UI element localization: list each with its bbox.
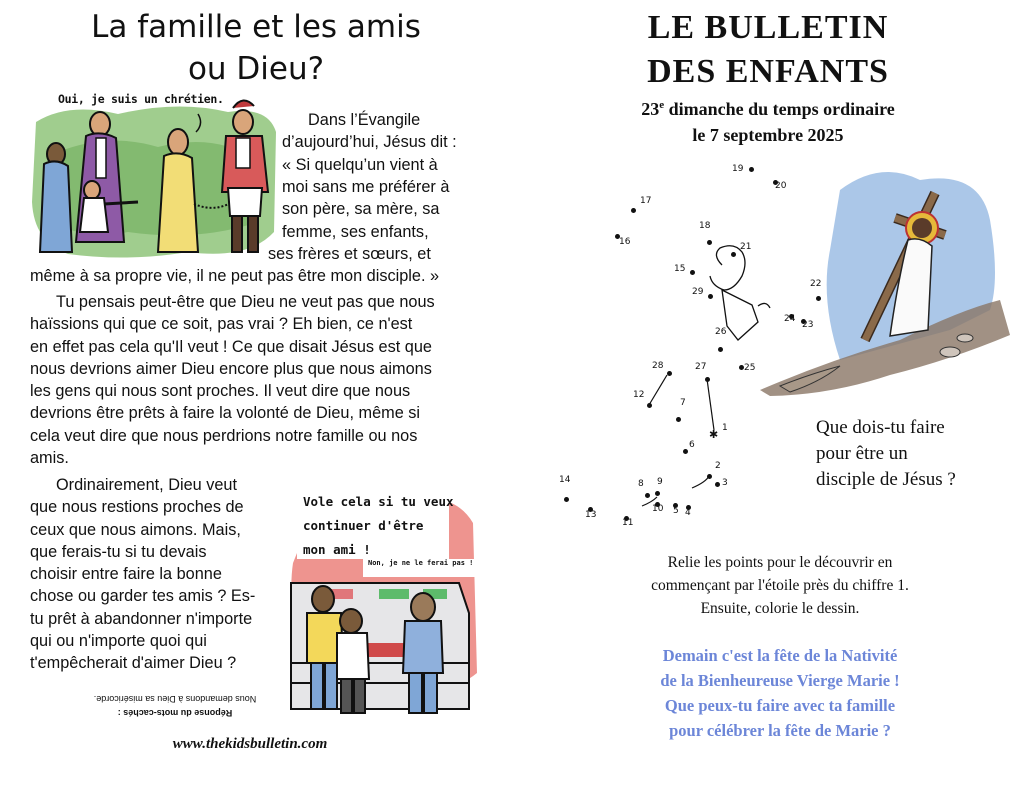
gospel-line: même à sa propre vie, il ne peut pas être mon disciple. » xyxy=(30,267,440,285)
title-line-2: DES ENFANTS xyxy=(647,53,889,90)
paragraph-line: tu prêt à abandonner n'importe xyxy=(30,609,253,628)
paragraph-line: en effet pas cela qu'Il veut ! Ce que disait Jésus est que xyxy=(30,337,432,356)
dot-point xyxy=(707,474,712,479)
paragraph-reflection xyxy=(30,291,500,469)
nativity-of-mary-note xyxy=(590,643,970,743)
dot-point xyxy=(715,482,720,487)
gospel-line: moi sans me préférer à xyxy=(282,178,450,196)
dot-point xyxy=(645,493,650,498)
dot-number-label: 11 xyxy=(622,518,634,528)
dot-number-label: 24 xyxy=(784,314,796,324)
instruction-line: commençant par l'étoile près du chiffre 1. xyxy=(651,577,909,594)
discipleship-question xyxy=(816,415,1016,493)
article-title xyxy=(0,6,512,90)
dot-number-label: 15 xyxy=(674,264,686,274)
dot-number-label: 22 xyxy=(810,279,822,289)
marie-line: pour célébrer la fête de Marie ? xyxy=(669,721,891,740)
paragraph-line: que nous restions proches de xyxy=(30,498,244,517)
bubble-line: Vole cela si tu veux xyxy=(303,494,454,509)
dot-point xyxy=(564,497,569,502)
sunday-suffix: e xyxy=(659,99,665,111)
dot-number-label: 28 xyxy=(652,361,664,371)
puzzle-instructions xyxy=(590,551,970,620)
dot-number-label: 21 xyxy=(740,242,752,252)
dot-number-label: 26 xyxy=(715,327,727,337)
start-star-dot: ✱ xyxy=(709,429,719,441)
dot-number-label: 3 xyxy=(722,478,728,488)
title-line-1: La famille et les amis xyxy=(91,9,421,45)
paragraph-line: Tu pensais peut-être que Dieu ne veut pas que nous xyxy=(56,293,435,311)
gospel-line: ses frères et sœurs, et xyxy=(268,245,431,263)
dot-point xyxy=(731,252,736,257)
dot-number-label: 29 xyxy=(692,287,704,297)
dot-point xyxy=(718,347,723,352)
gospel-line: « Si quelqu’un vient à xyxy=(282,156,438,174)
dot-point xyxy=(690,270,695,275)
answer-title: Réponse du mots-cachés : xyxy=(117,708,233,718)
dot-point xyxy=(683,449,688,454)
dot-point xyxy=(705,377,710,382)
dot-point xyxy=(708,294,713,299)
dot-number-label: 17 xyxy=(640,196,652,206)
speech-bubble-steal xyxy=(303,490,454,562)
gospel-line: son père, sa mère, sa xyxy=(282,200,440,218)
speech-bubble-refuse: Non, je ne le ferai pas ! xyxy=(368,559,474,567)
bubble-line: mon ami ! xyxy=(303,542,371,557)
dot-number-label: 13 xyxy=(585,510,597,520)
dot-number-label: 2 xyxy=(715,461,721,471)
paragraph-line: qui ou n'importe quoi qui xyxy=(30,632,207,651)
dot-number-label: 6 xyxy=(689,440,695,450)
gospel-line: Dans l’Évangile xyxy=(308,111,421,129)
dot-number-label: 5 xyxy=(673,506,679,516)
date: le 7 septembre 2025 xyxy=(692,125,844,145)
paragraph-line: ceux que nous aimons. Mais, xyxy=(30,520,241,539)
dot-point xyxy=(631,208,636,213)
dot-number-label: 4 xyxy=(685,508,691,518)
gospel-line: femme, ses enfants, xyxy=(282,223,429,241)
instruction-line: Ensuite, colorie le dessin. xyxy=(700,600,860,617)
paragraph-line: choisir entre faire la bonne xyxy=(30,565,222,584)
dot-number-label: 16 xyxy=(619,237,631,247)
dot-number-label: 14 xyxy=(559,475,571,485)
dot-point xyxy=(647,403,652,408)
dot-number-label: 19 xyxy=(732,164,744,174)
paragraph-line: Ordinairement, Dieu veut xyxy=(56,476,237,494)
paragraph-line: haïssions qui que ce soit, pas vrai ? Eh bien, ce n'est xyxy=(30,315,413,334)
question-line: disciple de Jésus ? xyxy=(816,469,956,490)
dot-number-label: 1 xyxy=(722,423,728,433)
hidden-words-answer xyxy=(80,692,270,720)
paragraph-line: les gens qui nous sont proches. Il veut dire que nous xyxy=(30,382,411,401)
dot-number-label: 9 xyxy=(657,477,663,487)
marie-line: de la Bienheureuse Vierge Marie ! xyxy=(660,671,900,690)
bubble-line: continuer d'être xyxy=(303,518,424,533)
paragraph-line: que ferais-tu si tu devais xyxy=(30,542,207,561)
dot-point xyxy=(749,167,754,172)
title-line-1: LE BULLETIN xyxy=(647,9,889,46)
paragraph-line: cela veut dire que nous perdrions notre famille ou nos xyxy=(30,426,418,445)
dot-number-label: 7 xyxy=(680,398,686,408)
website-link[interactable]: www.thekidsbulletin.com xyxy=(172,736,328,752)
sunday-text: dimanche du temps ordinaire xyxy=(664,99,895,119)
paragraph-line: chose ou garder tes amis ? Es- xyxy=(30,587,256,606)
gospel-line: d’aujourd’hui, Jésus dit : xyxy=(282,133,457,151)
dot-number-label: 23 xyxy=(802,320,814,330)
dot-number-label: 25 xyxy=(744,363,756,373)
dot-number-label: 20 xyxy=(775,181,787,191)
dot-number-label: 10 xyxy=(652,504,664,514)
dot-number-label: 12 xyxy=(633,390,645,400)
speech-bubble-christian: Oui, je suis un chrétien. xyxy=(58,92,224,106)
answer-text: Nous demandons à Dieu sa miséricorde. xyxy=(93,694,257,704)
paragraph-line: devrions être prêts à faire la volonté de Dieu, même si xyxy=(30,404,421,423)
question-line: Que dois-tu faire xyxy=(816,417,945,438)
dot-point xyxy=(655,491,660,496)
paragraph-question xyxy=(30,474,290,675)
marie-line: Demain c'est la fête de la Nativité xyxy=(662,646,898,665)
dot-point xyxy=(676,417,681,422)
instruction-line: Relie les points pour le découvrir en xyxy=(667,554,893,571)
dot-number-label: 18 xyxy=(699,221,711,231)
martyr-illustration xyxy=(28,92,278,264)
dot-number-label: 27 xyxy=(695,362,707,372)
title-line-2: ou Dieu? xyxy=(187,51,325,87)
dot-point xyxy=(667,371,672,376)
dot-point xyxy=(739,365,744,370)
paragraph-line: t'empêcherait d'aimer Dieu ? xyxy=(30,654,237,673)
marie-line: Que peux-tu faire avec ta famille xyxy=(664,696,896,715)
dot-point xyxy=(816,296,821,301)
paragraph-line: nous devrions aimer Dieu encore plus que nous aimons xyxy=(30,359,432,378)
right-page xyxy=(512,0,1024,791)
sunday-number: 23 xyxy=(641,99,660,119)
dot-point xyxy=(707,240,712,245)
dot-number-label: 8 xyxy=(638,479,644,489)
paragraph-line: amis. xyxy=(30,449,69,468)
question-line: pour être un xyxy=(816,443,908,464)
